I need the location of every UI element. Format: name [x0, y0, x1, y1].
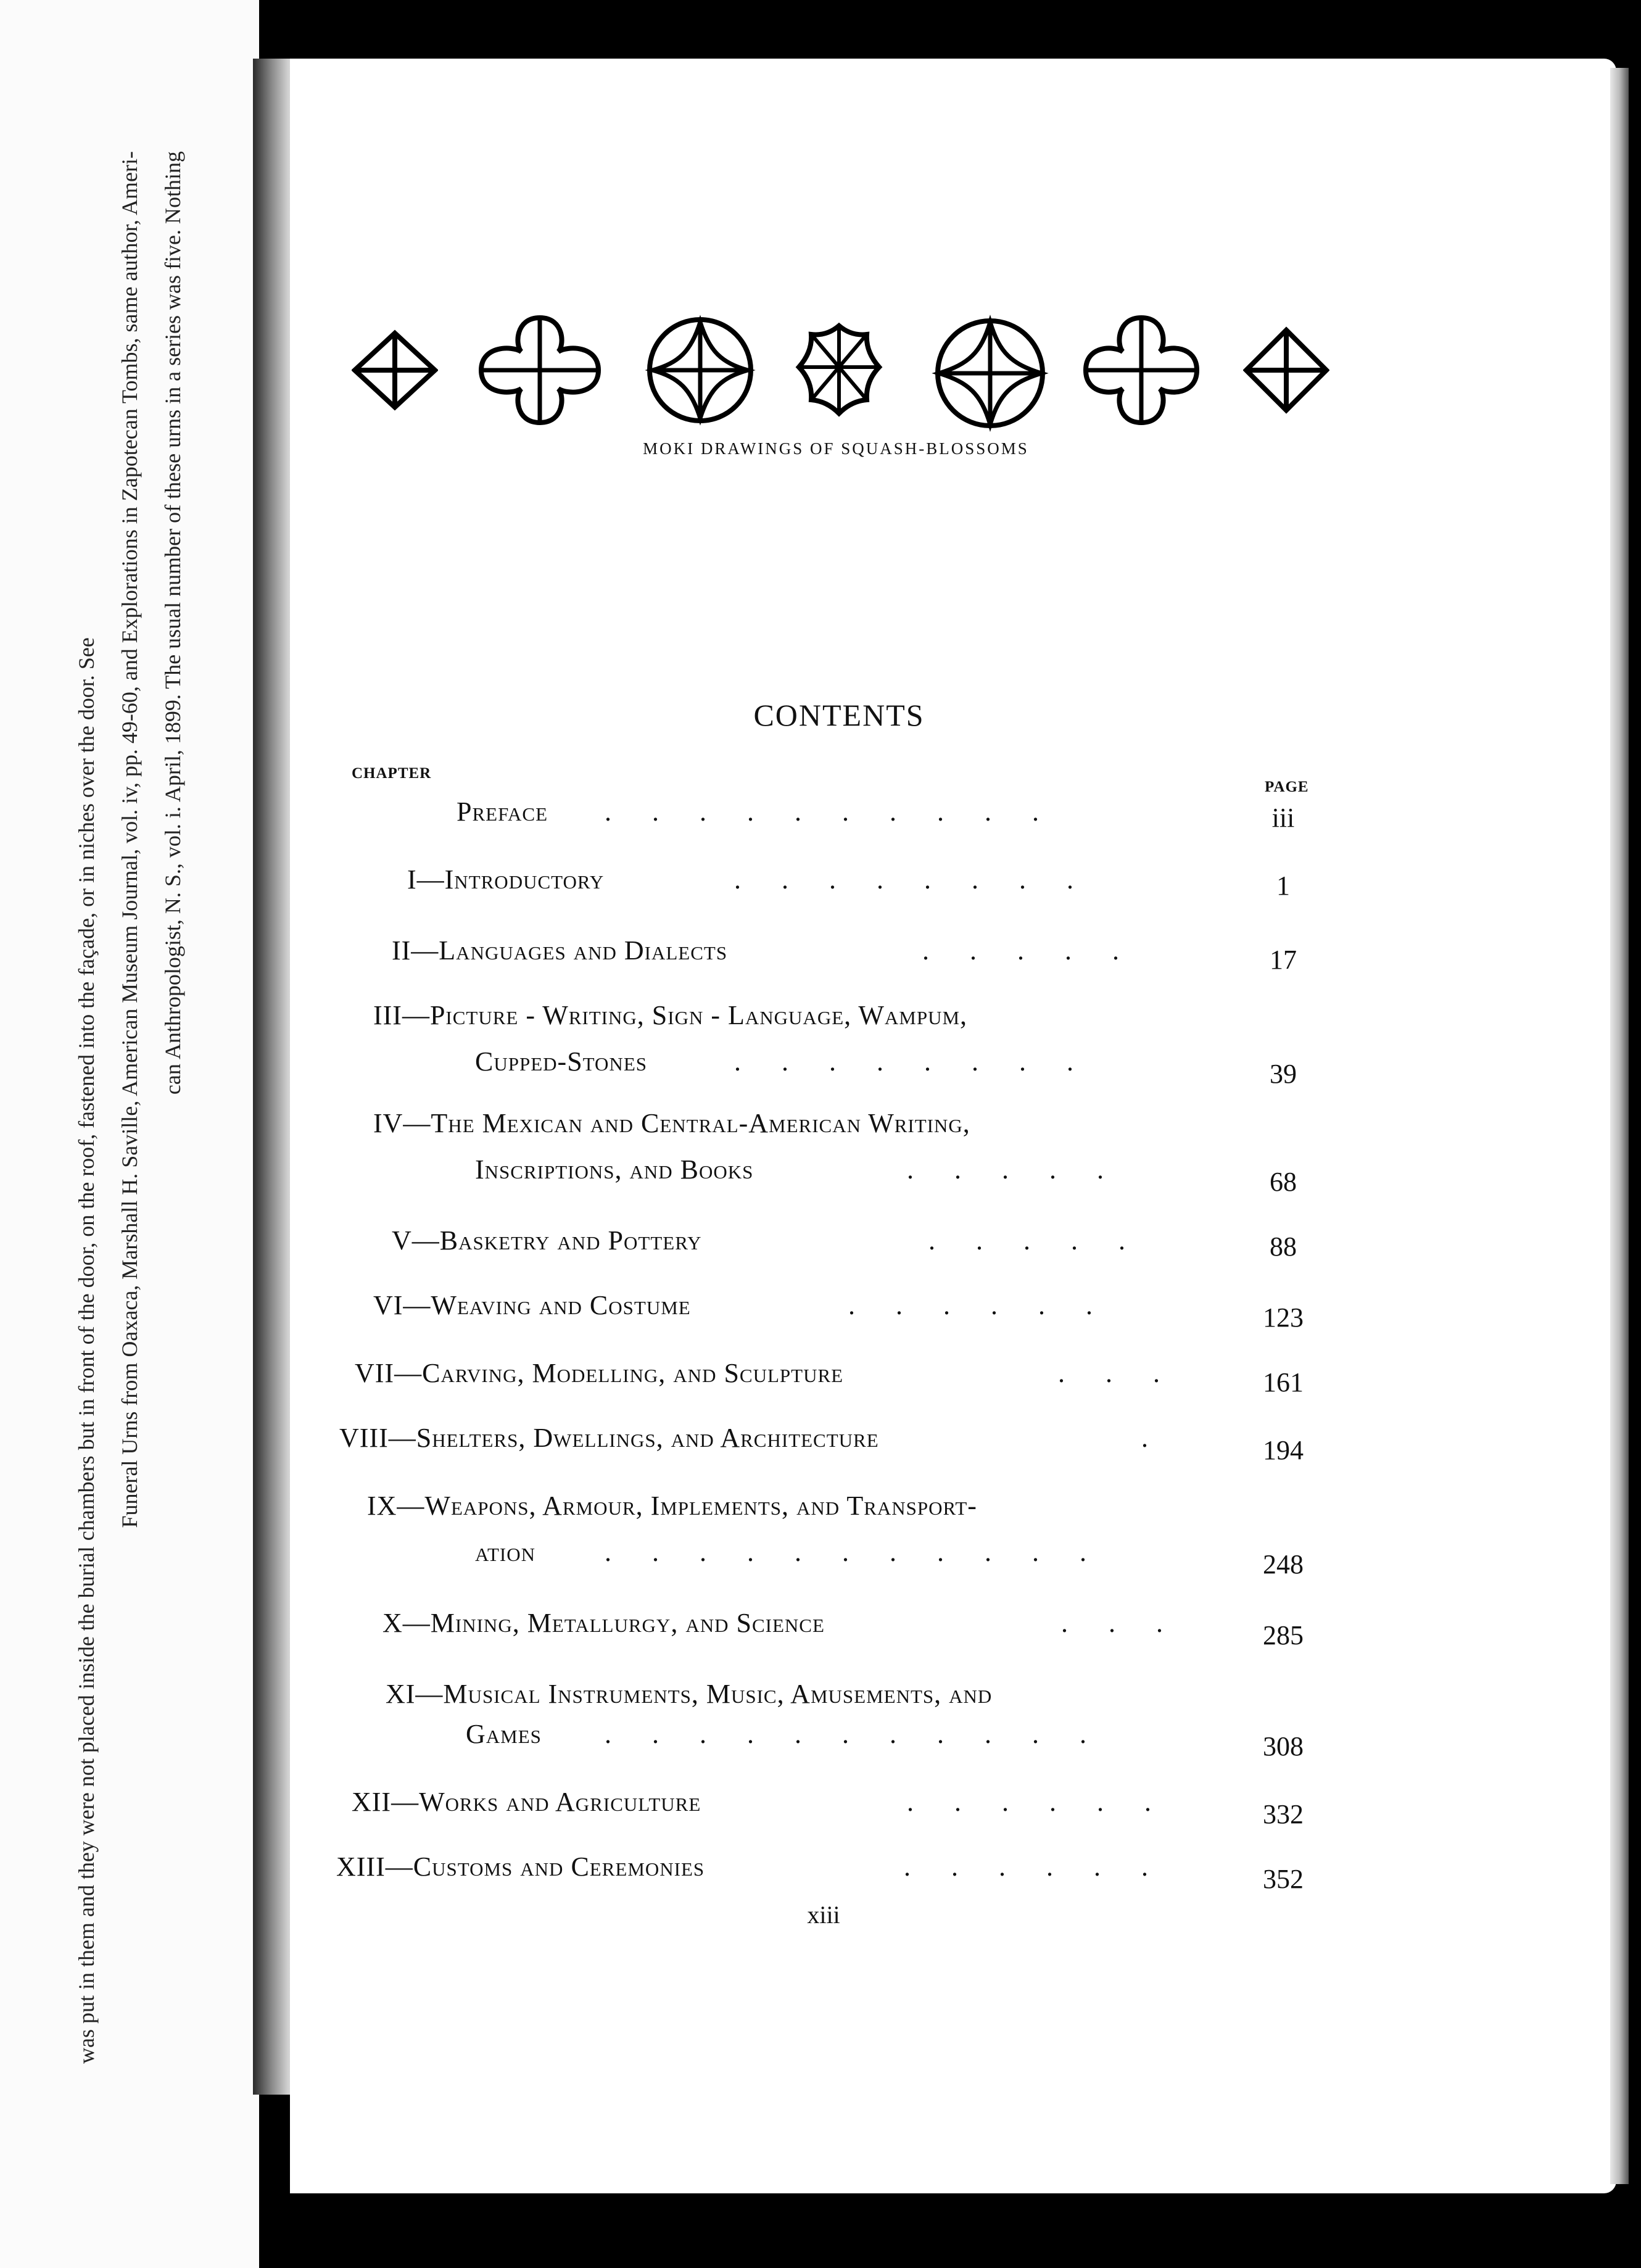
toc-entry-label: Inscriptions, and Books	[475, 1154, 754, 1185]
toc-page-number: 68	[1270, 1167, 1297, 1197]
toc-entry-label: X—Mining, Metallurgy, and Science	[382, 1608, 825, 1638]
toc-entry-continuation	[475, 1154, 1104, 1191]
toc-page-number: 88	[1270, 1231, 1297, 1262]
footnote-line: was put in them and they were not placed inside the burial chambers but in front of the door, on the roof, fastened into the façade, or in niches over the door. See	[74, 637, 99, 2064]
dot-leader: . . . . .	[928, 1225, 1125, 1256]
diamond-blossom-icon	[1243, 308, 1329, 432]
toc-entry-chapter-13	[336, 1851, 1148, 1888]
squash-blossom-ornaments	[352, 308, 1351, 432]
toc-entry-preface	[457, 796, 1039, 833]
dot-leader: . . . . . .	[848, 1290, 1093, 1320]
toc-entry-chapter-12	[352, 1786, 1151, 1823]
left-page-footnote	[65, 151, 194, 2064]
left-facing-page	[0, 0, 259, 2268]
toc-entry-chapter-7	[355, 1357, 1160, 1394]
toc-page-number: 1	[1276, 871, 1290, 901]
footnote-line: can Anthropologist, N. S., vol. i. April, 1899. The usual number of these urns in a series was five. Nothing	[160, 151, 185, 1095]
toc-entry-chapter-3	[373, 999, 967, 1037]
toc-entry-chapter-11	[386, 1678, 992, 1715]
dot-leader: . . . . . .	[907, 1787, 1151, 1817]
toc-entry-label: IV—The Mexican and Central-American Writing,	[373, 1108, 970, 1138]
toc-entry-label: I—Introductory	[407, 864, 605, 895]
dot-leader: . . . . . . . .	[734, 1046, 1073, 1077]
toc-entry-chapter-9	[367, 1490, 977, 1527]
toc-entry-chapter-6	[373, 1289, 1093, 1326]
toc-entry-label: XIII—Customs and Ceremonies	[336, 1852, 705, 1882]
toc-entry-chapter-2	[392, 935, 1119, 972]
dot-leader: . . . . .	[922, 935, 1119, 966]
octagon-blossom-icon	[787, 308, 891, 432]
page-column-header: PAGE	[1265, 779, 1309, 795]
toc-page-number: 332	[1263, 1799, 1304, 1829]
chapter-column-header: CHAPTER	[352, 765, 432, 782]
toc-entry-label: VIII—Shelters, Dwellings, and Architecture	[339, 1423, 879, 1453]
toc-page-number: 285	[1263, 1620, 1304, 1650]
toc-entry-label: Games	[466, 1719, 542, 1749]
toc-page-number: 194	[1263, 1435, 1304, 1465]
toc-page-number: 352	[1263, 1864, 1304, 1894]
toc-page-number: 17	[1270, 945, 1297, 975]
toc-entry-label: Cupped-Stones	[475, 1046, 647, 1077]
toc-entry-label: XII—Works and Agriculture	[352, 1787, 701, 1817]
toc-entry-label: III—Picture - Writing, Sign - Language, Wampum,	[373, 1000, 968, 1030]
dot-leader: . . . . . . . . . .	[605, 797, 1039, 827]
circle-blossom-icon	[642, 308, 759, 432]
dot-leader: . . .	[1058, 1358, 1160, 1388]
toc-entry-label: VII—Carving, Modelling, and Sculpture	[355, 1358, 844, 1388]
dot-leader: . . . . . . . .	[734, 864, 1073, 895]
circle-blossom-icon	[932, 308, 1049, 438]
toc-entry-chapter-8	[339, 1422, 1148, 1459]
page-edge	[1610, 68, 1629, 2184]
toc-entry-label: V—Basketry and Pottery	[392, 1225, 702, 1256]
quatrefoil-blossom-icon	[475, 308, 605, 432]
dot-leader: . . . . . . . . . . .	[605, 1537, 1086, 1567]
toc-entry-label: ation	[475, 1537, 535, 1567]
toc-page-number: 248	[1263, 1549, 1304, 1579]
toc-page-number: 161	[1263, 1367, 1304, 1397]
dot-leader: . . . . .	[907, 1154, 1104, 1185]
page-number-folio: xiii	[807, 1901, 840, 1929]
dot-leader: . . . . . . . . . . .	[605, 1719, 1086, 1749]
ornament-caption: MOKI DRAWINGS OF SQUASH-BLOSSOMS	[643, 439, 1029, 458]
toc-entry-label: II—Languages and Dialects	[392, 935, 728, 966]
toc-page-number: 308	[1263, 1731, 1304, 1761]
toc-page-number: 39	[1270, 1059, 1297, 1089]
quatrefoil-blossom-icon	[1080, 308, 1203, 432]
dot-leader: .	[1141, 1423, 1148, 1453]
toc-entry-continuation	[466, 1718, 1086, 1755]
toc-entry-chapter-5	[392, 1225, 1125, 1262]
toc-entry-continuation	[475, 1536, 1086, 1573]
toc-entry-label: XI—Musical Instruments, Music, Amusements, and	[386, 1679, 993, 1709]
diamond-blossom-icon	[352, 308, 438, 432]
toc-page-number: iii	[1271, 803, 1295, 833]
footnote-line: Funeral Urns from Oaxaca, Marshall H. Saville, American Museum Journal, vol. iv, pp. 49-60, and Explorations in Zapotecan Tombs, same author, Ameri-	[117, 151, 142, 1528]
toc-page-number: 123	[1263, 1302, 1304, 1333]
toc-entry-continuation	[475, 1046, 1073, 1083]
toc-entry-label: VI—Weaving and Costume	[373, 1290, 691, 1320]
toc-entry-label: Preface	[457, 797, 548, 827]
toc-entry-chapter-10	[382, 1607, 1163, 1644]
dot-leader: . . .	[1061, 1608, 1163, 1638]
toc-entry-label: IX—Weapons, Armour, Implements, and Transport-	[367, 1491, 977, 1521]
toc-entry-chapter-4	[373, 1107, 970, 1144]
dot-leader: . . . . . .	[904, 1852, 1148, 1882]
toc-entry-chapter-1	[407, 864, 1073, 901]
page-title: CONTENTS	[753, 698, 925, 732]
